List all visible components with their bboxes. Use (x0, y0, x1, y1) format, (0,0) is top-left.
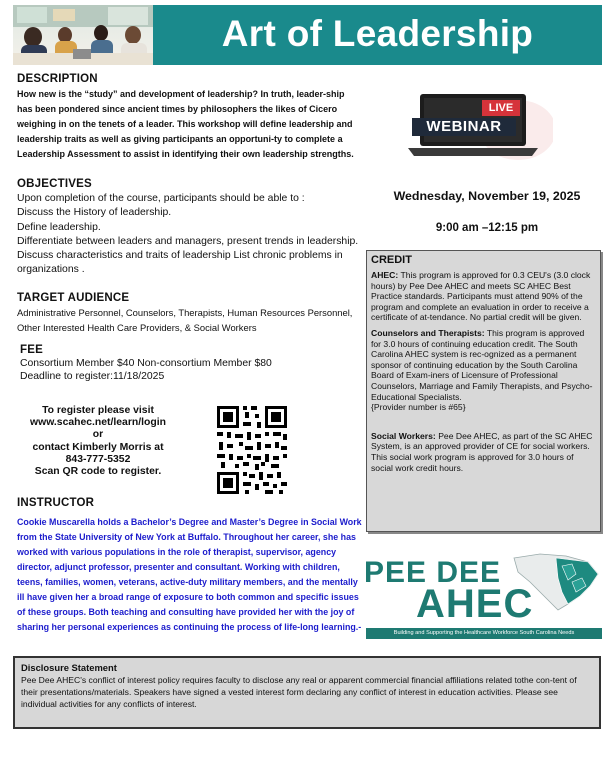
objective-item: Discuss characteristics and traits of leadership List chronic problems in organizations . (17, 250, 343, 276)
objectives-list (17, 192, 362, 278)
objective-item: Differentiate between leaders and managers, present trends in leadership. (17, 235, 359, 247)
credit-box (366, 250, 601, 532)
credit-ahec (371, 270, 596, 323)
event-date: Wednesday, November 19, 2025 (393, 189, 581, 203)
logo-text-peedee: PEE DEE (364, 556, 502, 589)
live-webinar-icon (408, 90, 553, 160)
audience-heading: TARGET AUDIENCE (17, 292, 130, 304)
live-badge: LIVE (488, 102, 514, 114)
fee-line: Consortium Member $40 Non-consortium Member $80 (20, 358, 272, 369)
register-block (18, 405, 178, 478)
objective-item: Define leadership. (17, 221, 101, 233)
pee-dee-ahec-logo (364, 550, 604, 640)
register-contact: contact Kimberly Morris at (32, 441, 164, 453)
webinar-label: WEBINAR (426, 118, 502, 135)
audience-text: Administrative Personnel, Counselors, Therapists, Human Resources Personnel, Other Interested Health Care Providers, & Social Workers (17, 307, 353, 333)
credit-provider-number: {Provider number is #65} (371, 402, 466, 413)
register-scan: Scan QR code to register. (34, 466, 162, 478)
fee-block (20, 357, 365, 383)
disclosure-box (13, 656, 601, 729)
credit-counselors-label: Counselors and Therapists: (371, 327, 485, 338)
logo-tagline: Building and Supporting the Healthcare Workforce South Carolina Needs (366, 628, 602, 639)
credit-social-label: Social Workers: (371, 430, 436, 441)
credit-counselors (371, 328, 596, 402)
objective-item: Upon completion of the course, participants should be able to : (17, 193, 305, 204)
classroom-photo (13, 5, 153, 65)
fee-heading: FEE (20, 344, 43, 356)
register-link[interactable]: www.scahec.net/learn/login (30, 417, 166, 429)
fee-deadline: Deadline to register:11/18/2025 (20, 371, 165, 382)
disclosure-text: Pee Dee AHEC's conflict of interest policy requires faculty to disclose any real or apparent commercial financial affiliations related tothe con-tent of their presentations/materials. Speakers have signed a vested interest form declaring any conflict of interest in education activities. Please see individual activities for any conflicts of interest. (21, 675, 577, 709)
register-or: or (92, 429, 104, 441)
instructor-bio: Cookie Muscarella holds a Bachelor’s Degree and Master’s Degree in Social Work from the State University of New York at Buffalo. Throughout her career, she has worked with various populations in the role of therapist, supervisor, agency director, adjunct professor, presenter and consultant. Working with children, teens, families, women, veterans, active-duty military members, and the mentally ill have given her a broad range of exposure to both common and specific issues of these groups. Both teaching and consulting have provided her with the joy of sharing her personal experiences as continuing the process of life-long learning.- (17, 517, 362, 632)
credit-ahec-label: AHEC: (371, 270, 399, 280)
disclosure-heading: Disclosure Statement (21, 662, 117, 673)
register-intro: To register please visit (42, 405, 154, 416)
description-heading: DESCRIPTION (17, 73, 98, 85)
credit-social-text: Pee Dee AHEC, as part of the SC AHEC System, is an approved provider of CE for social workers. This social work program is approved for 3.0 hours of social work credit hours. (371, 430, 593, 473)
objective-item: Discuss the History of leadership. (17, 207, 172, 219)
instructor-heading: INSTRUCTOR (17, 497, 95, 509)
qr-code-icon[interactable] (215, 404, 289, 496)
credit-social (371, 431, 596, 473)
event-time: 9:00 am –12:15 pm (435, 222, 539, 234)
credit-ahec-text: This program is approved for 0.3 CEU's (3.0 clock hours) by Pee Dee AHEC and meets SC AHEC Best Practice standards. Participants must attend 90% of the program and complete an evaluation in order to receive a certificate of at-tendance. No partial credit will be given. (371, 270, 591, 323)
register-phone: 843-777-5352 (65, 453, 131, 465)
header-title-band (153, 5, 602, 65)
credit-counselors-text: This program is approved for 3.0 hours of continuing education credit. The South Carolina AHEC system is rec-ognized as a permanent sponsor of continuing education by the South Carolina Board of Exam-iners of Licensure of Professional Counselors, Marriage and Family Therapists, and Psycho-Educational Specialists. (371, 327, 593, 402)
objectives-heading: OBJECTIVES (17, 178, 92, 190)
credit-heading: CREDIT (371, 254, 412, 266)
description-text: How new is the “study” and development of leadership? In truth, leader-ship has been pondered since ancient times by philosophers the likes of Cicero weighing in on the tenets of a leader. This workshop will define leadership and leadership traits as well as giving participants an opportuni-ty to complete a Leadership Assessment to assist in identifying their own leadership strengths. (17, 89, 354, 159)
page-title: Art of Leadership (221, 13, 534, 54)
header-banner (13, 5, 602, 65)
logo-text-ahec: AHEC (416, 582, 534, 626)
